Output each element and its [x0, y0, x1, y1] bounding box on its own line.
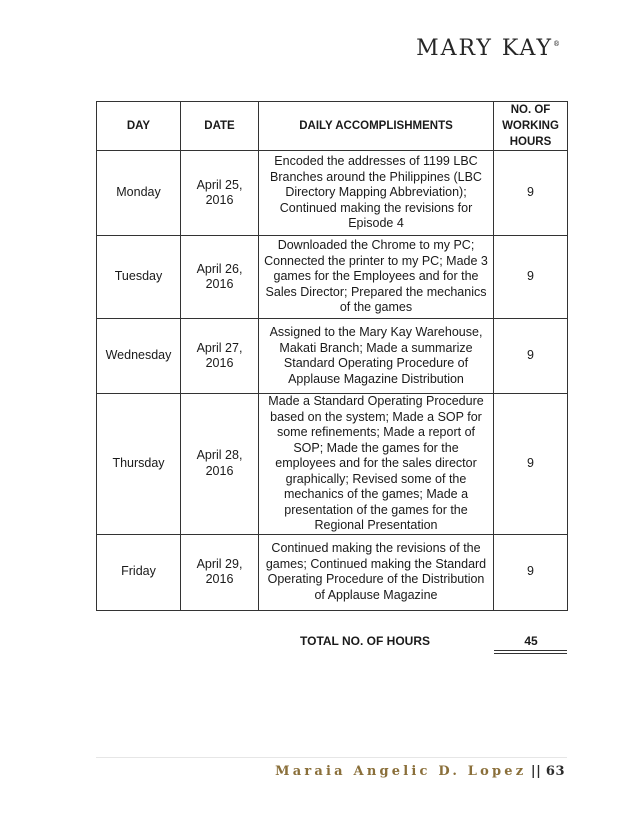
day-cell: Monday — [97, 151, 181, 236]
day-cell: Tuesday — [97, 236, 181, 319]
date-cell: April 27, 2016 — [181, 319, 259, 394]
total-double-underline — [494, 650, 567, 654]
total-hours-value: 45 — [524, 634, 538, 648]
hours-cell: 9 — [494, 319, 568, 394]
mary-kay-logo — [400, 36, 560, 61]
hours-cell: 9 — [494, 236, 568, 319]
table-row — [97, 319, 568, 394]
accomplishments-cell: Assigned to the Mary Kay Warehouse, Makati Branch; Made a summarize Standard Operating Procedure of Applause Magazine Distribution — [259, 319, 494, 394]
accomplishments-cell: Made a Standard Operating Procedure based on the system; Made a SOP for some refinements; Made a report of SOP; Made the games for the employees and for the sales director graphically; Revised some of the mechanics of the games; Made a presentation of the games for the Regional Presentation — [259, 394, 494, 535]
header-date: DATE — [181, 102, 259, 151]
day-cell: Thursday — [97, 394, 181, 535]
table-header-row — [97, 102, 568, 151]
footer-separator: || — [530, 764, 542, 779]
header-day: DAY — [97, 102, 181, 151]
logo-text: MARY KAY — [416, 36, 553, 61]
day-cell: Friday — [97, 534, 181, 610]
footer-author: Maraia Angelic D. Lopez — [275, 764, 527, 779]
date-cell: April 26, 2016 — [181, 236, 259, 319]
accomplishments-cell: Continued making the revisions of the games; Continued making the Standard Operating Procedure of the Distribution of Applause Magazine — [259, 534, 494, 610]
table-row — [97, 394, 568, 535]
date-cell: April 28, 2016 — [181, 394, 259, 535]
date-cell: April 29, 2016 — [181, 534, 259, 610]
day-cell: Wednesday — [97, 319, 181, 394]
daily-accomplishments-table — [96, 101, 568, 611]
date-cell: April 25, 2016 — [181, 151, 259, 236]
hours-cell: 9 — [494, 394, 568, 535]
accomplishments-cell: Encoded the addresses of 1199 LBC Branches around the Philippines (LBC Directory Mapping Abbreviation); Continued making the revisions for Episode 4 — [259, 151, 494, 236]
footer-divider — [96, 757, 567, 758]
page-footer — [260, 764, 565, 779]
table-row — [97, 151, 568, 236]
registered-mark: ® — [553, 40, 560, 48]
header-working-hours: NO. OF WORKING HOURS — [494, 102, 568, 151]
table-row — [97, 534, 568, 610]
table-row — [97, 236, 568, 319]
total-hours-label: TOTAL NO. OF HOURS — [300, 634, 431, 648]
header-accomplishments: DAILY ACCOMPLISHMENTS — [259, 102, 494, 151]
accomplishments-cell: Downloaded the Chrome to my PC; Connected the printer to my PC; Made 3 games for the Employees and for the Sales Director; Prepared the mechanics of the games — [259, 236, 494, 319]
hours-cell: 9 — [494, 534, 568, 610]
page-number: 63 — [545, 764, 565, 779]
hours-cell: 9 — [494, 151, 568, 236]
